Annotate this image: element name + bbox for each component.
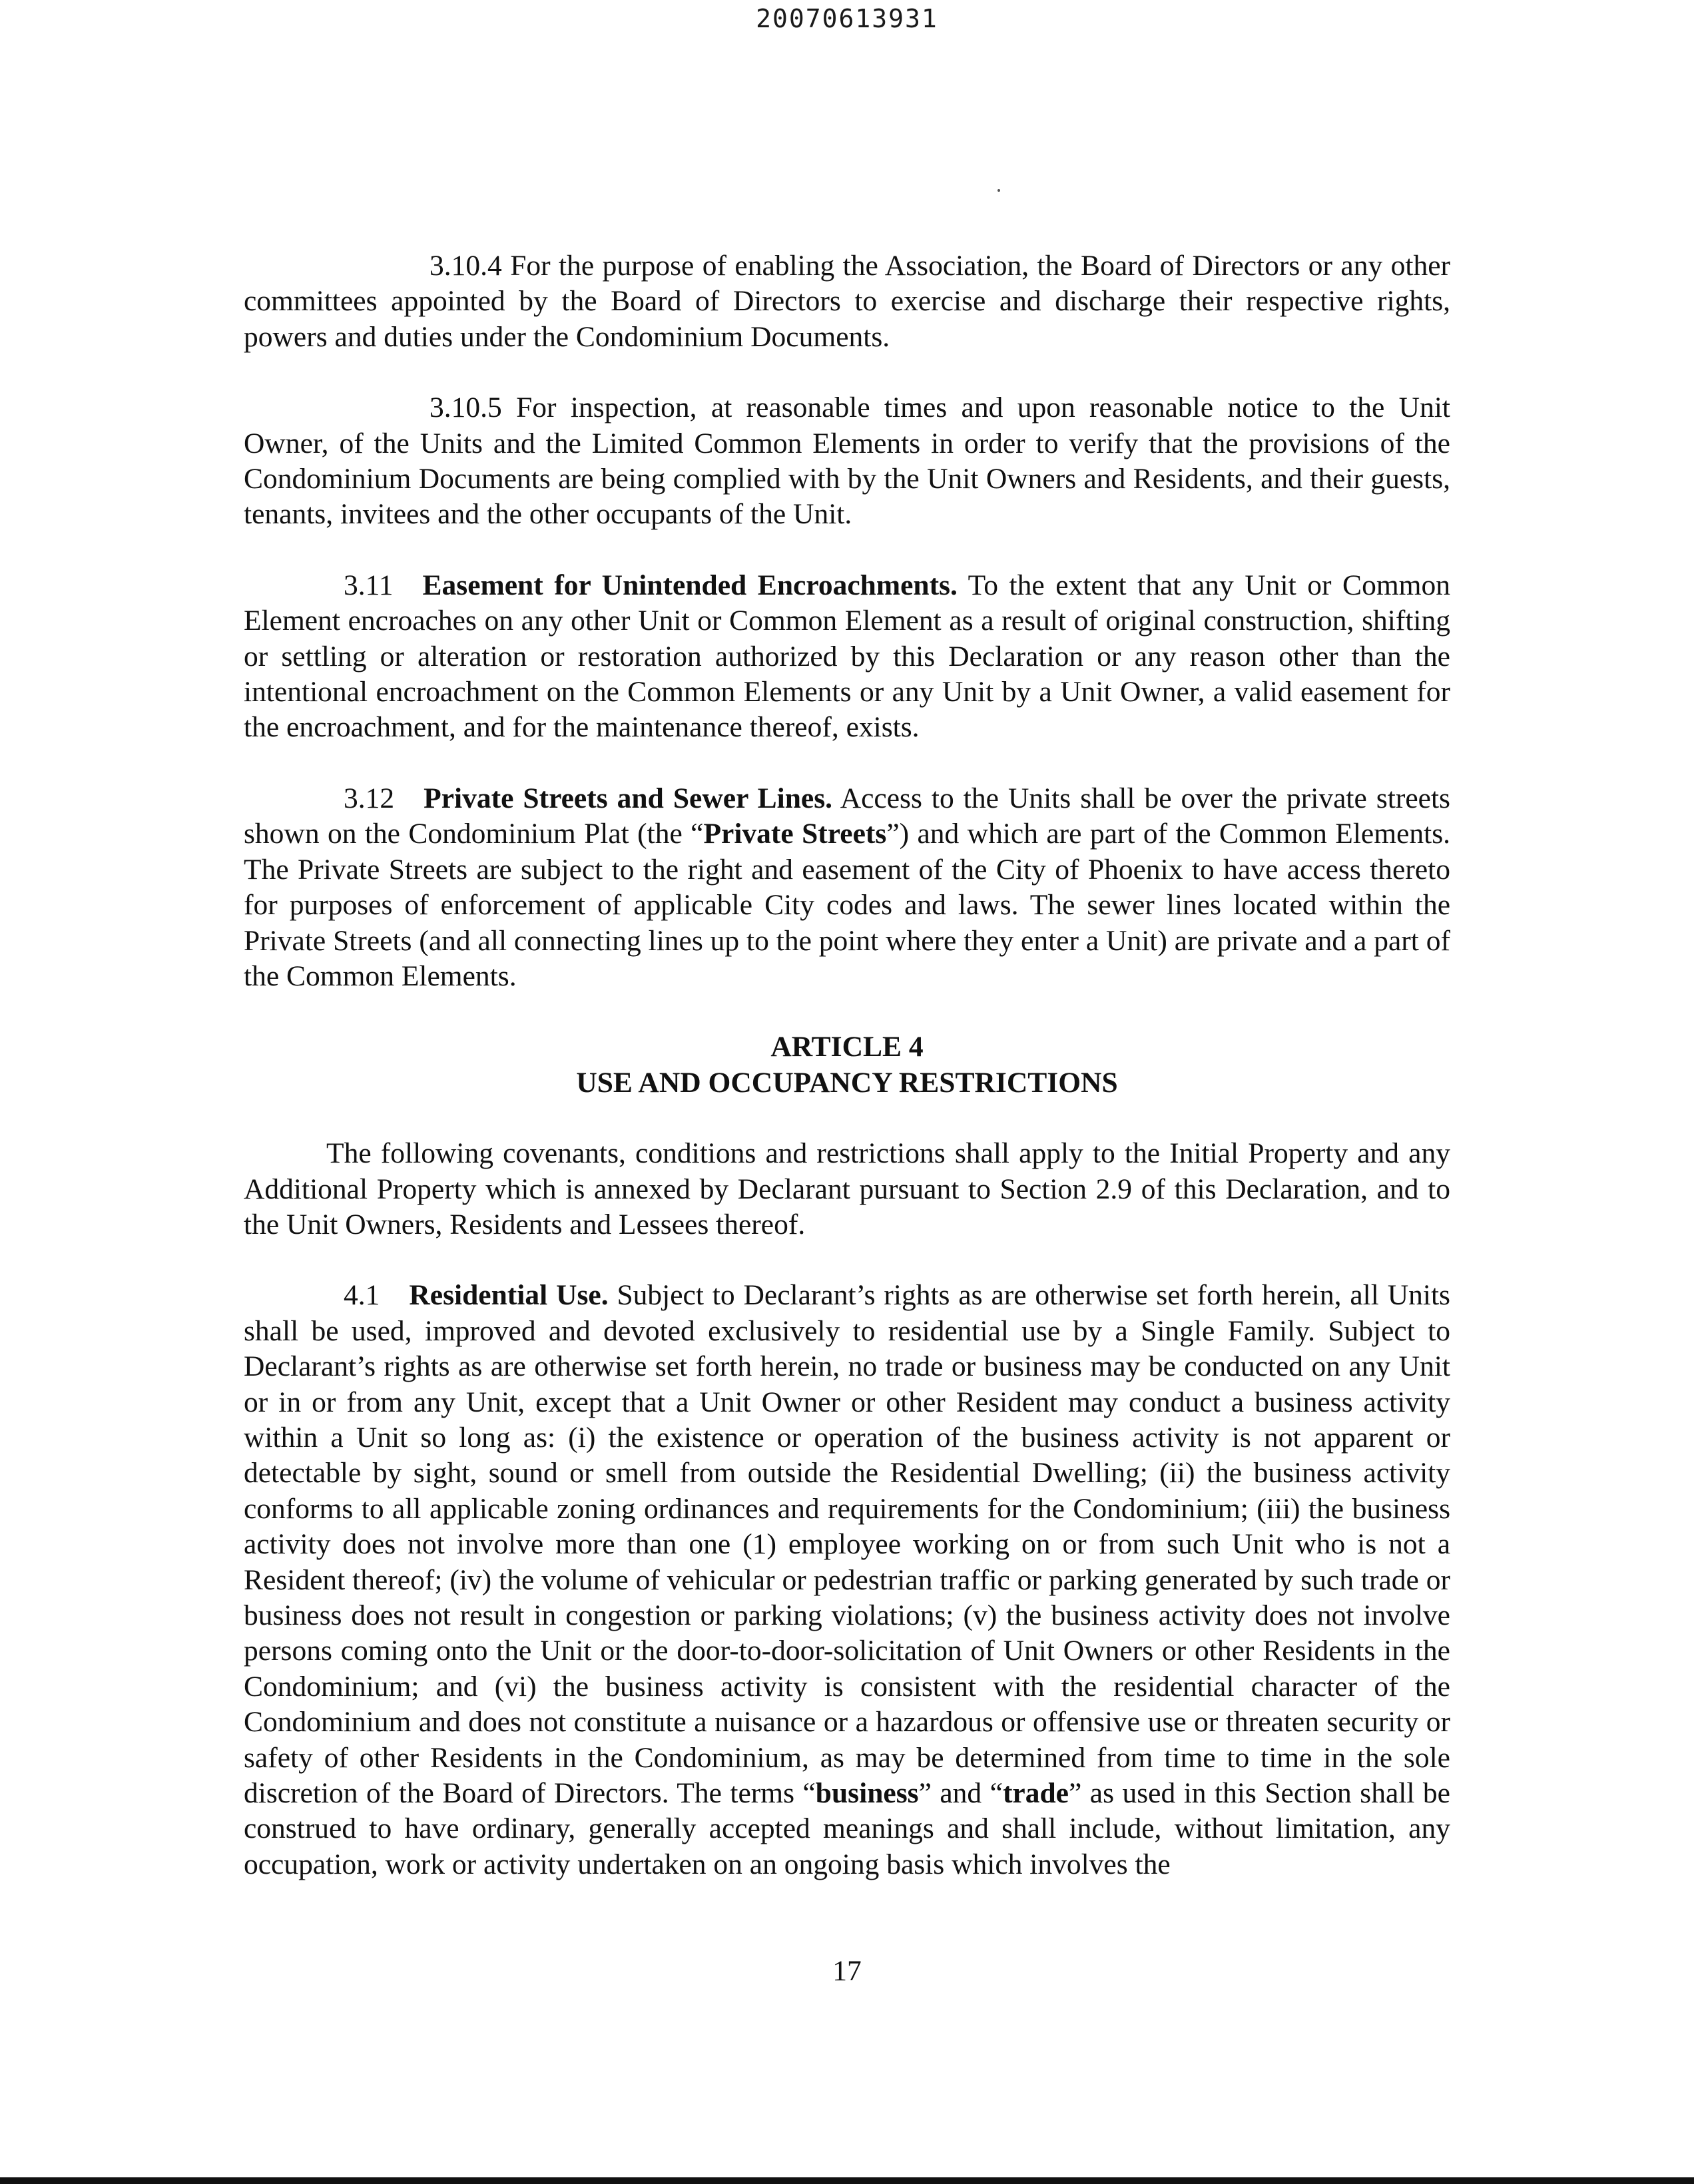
section-number: 3.10.4 (429, 250, 502, 282)
section-number: 3.10.5 (429, 392, 502, 424)
paragraph-3-11 (244, 568, 1450, 746)
defined-term: business (815, 1777, 919, 1810)
scan-bottom-edge (0, 2177, 1694, 2184)
paragraph-text: Access to the Units shall be over the private streets shown on the Condominium Plat (the “ (244, 782, 1450, 850)
paragraph-text: For the purpose of enabling the Association, the Board of Directors or any other committees appointed by the Board of Directors to exercise and discharge their respective rights, powers and duties under the Condominium Documents. (244, 250, 1451, 353)
article-intro: The following covenants, conditions and restrictions shall apply to the Initial Property and any Additional Property which is annexed by Declarant pursuant to Section 2.9 of this Declaration, and to the Unit Owners, Residents and Lessees thereof. (244, 1137, 1450, 1240)
paragraph-4-1 (244, 1278, 1450, 1882)
paragraph-3-12 (244, 781, 1450, 994)
article-number: ARTICLE 4 (770, 1031, 924, 1063)
article-heading (244, 1029, 1450, 1101)
paragraph-text: ” as used in this Section shall be construed to have ordinary, generally accepted meanings and shall include, without limitation, any occupation, work or activity undertaken on an ongoing basis which involves the (244, 1777, 1450, 1880)
paragraph-text: To the extent that any Unit or Common Element encroaches on any other Unit or Common Element as a result of original construction, shifting or settling or alteration or restoration authorized by this Declaration or any reason other than the intentional encroachment on the Common Elements or any Unit by a Unit Owner, a valid easement for the encroachment, and for the maintenance thereof, exists. (244, 569, 1450, 744)
paragraph-text: ” and “ (918, 1777, 1003, 1810)
paragraph-text: For inspection, at reasonable times and upon reasonable notice to the Unit Owner, of the Units and the Limited Common Elements in order to verify that the provisions of the Condominium Documents are being complied with by the Unit Owners and Residents, and their guests, tenants, invitees and the other occupants of the Unit. (244, 392, 1451, 531)
defined-term: trade (1002, 1777, 1069, 1810)
section-title: Easement for Unintended Encroachments. (422, 569, 958, 601)
defined-term: Private Streets (703, 818, 887, 850)
paragraph-text: ”) and which are part of the Common Elements. The Private Streets are subject to the right and easement of the City of Phoenix to have access thereto for purposes of enforcement of applicable City codes and laws. The sewer lines located within the Private Streets (and all connecting lines up to the point where they enter a Unit) are private and a part of the Common Elements. (244, 818, 1451, 992)
paragraph-text: Subject to Declarant’s rights as are otherwise set forth herein, all Units shall be used, improved and devoted exclusively to residential use by a Single Family. Subject to Declarant’s rights as are otherwise set forth herein, no trade or business may be conducted on any Unit or in or from any Unit, except that a Unit Owner or other Resident may conduct a business activity within a Unit so long as: (i) the existence or operation of the business activity is not apparent or detectable by sight, sound or smell from outside the Residential Dwelling; (ii) the business activity conforms to all applicable zoning ordinances and requirements for the Condominium; (iii) the business activity does not involve more than one (1) employee working on or from such Unit who is not a Resident thereof; (iv) the volume of vehicular or pedestrian traffic or parking generated by such trade or business does not result in congestion or parking violations; (v) the business activity does not involve persons coming onto the Unit or the door-to-door-solicitation of Unit Owners or other Residents in the Condominium; and (vi) the business activity is consistent with the residential character of the Condominium and does not constitute a nuisance or a hazardous or offensive use or threaten security or safety of other Residents in the Condominium, as may be determined from time to time in the sole discretion of the Board of Directors. The terms “ (244, 1279, 1450, 1810)
page-body (244, 248, 1450, 1918)
section-number: 4.1 (344, 1279, 380, 1312)
paragraph-3-10-5 (244, 390, 1450, 533)
page-number: 17 (832, 1955, 862, 1987)
section-title: Private Streets and Sewer Lines. (424, 782, 833, 814)
scan-speck (997, 189, 1000, 192)
section-number: 3.11 (344, 569, 394, 601)
article-title: USE AND OCCUPANCY RESTRICTIONS (576, 1066, 1118, 1099)
paragraph-3-10-4 (244, 248, 1450, 355)
section-title: Residential Use. (409, 1279, 609, 1312)
document-number: 20070613931 (756, 4, 938, 33)
section-number: 3.12 (344, 782, 395, 814)
